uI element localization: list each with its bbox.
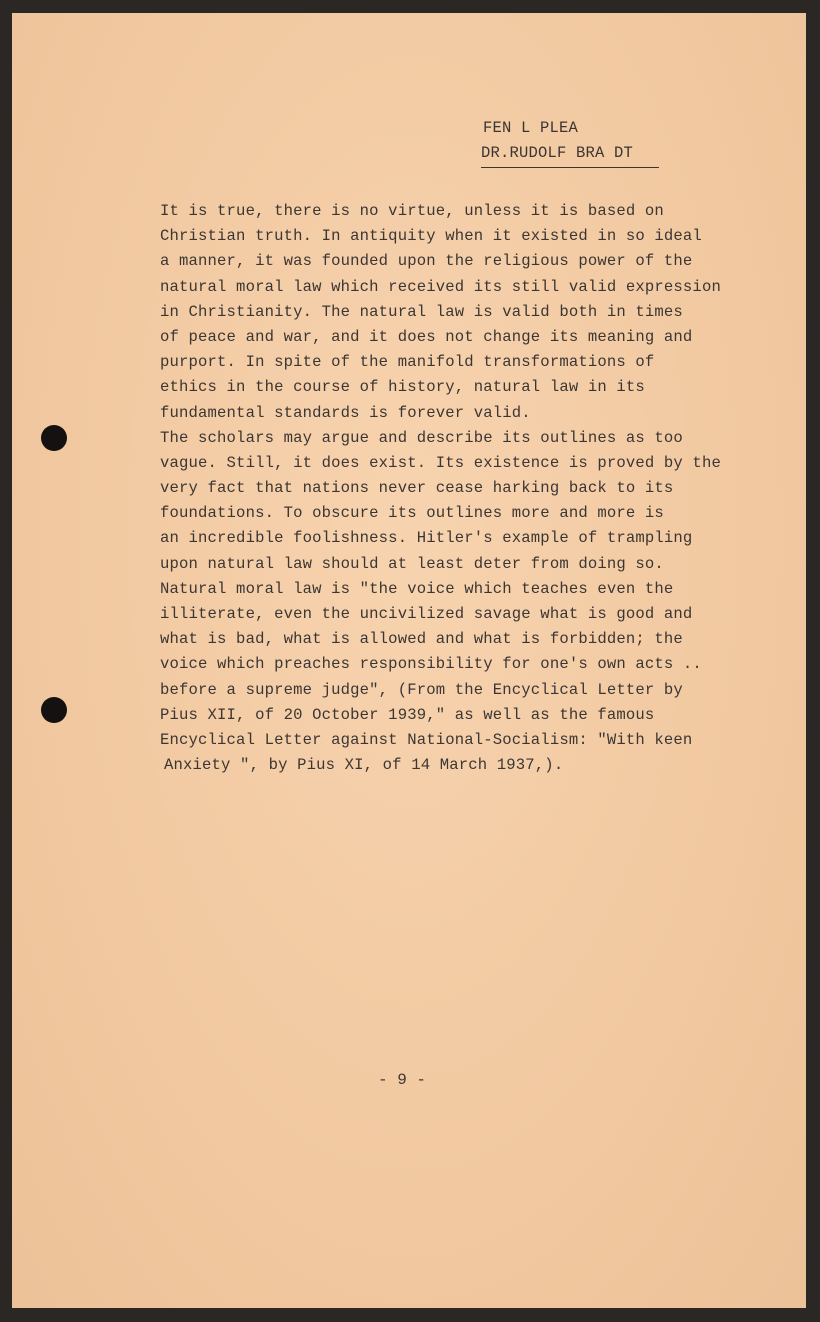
text-line: what is bad, what is allowed and what is forbidden; the bbox=[160, 630, 683, 649]
text-line: Anxiety ", by Pius XI, of 14 March 1937,). bbox=[164, 756, 564, 775]
page-number: - 9 - bbox=[378, 1071, 427, 1089]
text-line: Pius XII, of 20 October 1939," as well as the famous bbox=[160, 705, 655, 724]
text-line: in Christianity. The natural law is valid both in times bbox=[160, 302, 683, 321]
text-line: Christian truth. In antiquity when it existed in so ideal bbox=[160, 227, 702, 246]
text-line: a manner, it was founded upon the religious power of the bbox=[160, 252, 693, 271]
text-line: illiterate, even the uncivilized savage what is good and bbox=[160, 605, 693, 623]
text-line: natural moral law which received its still valid expression bbox=[160, 277, 721, 296]
text-line: foundations. To obscure its outlines more and more is bbox=[160, 504, 664, 523]
text-line: very fact that nations never cease harking back to its bbox=[160, 479, 674, 498]
text-line: purport. In spite of the manifold transformations of bbox=[160, 353, 655, 372]
punch-hole bbox=[41, 425, 67, 451]
punch-hole bbox=[41, 697, 67, 723]
text-line: Encyclical Letter against National-Socialism: "With keen bbox=[160, 730, 693, 749]
text-line: ethics in the course of history, natural law in its bbox=[160, 378, 645, 397]
header-author: DR.RUDOLF BRA DT bbox=[481, 141, 659, 168]
text-line: upon natural law should at least deter from doing so. bbox=[160, 554, 664, 573]
text-line: fundamental standards is forever valid. bbox=[160, 403, 531, 422]
text-line: It is true, there is no virtue, unless it is based on bbox=[160, 202, 664, 220]
text-line: voice which preaches responsibility for one's own acts .. bbox=[160, 655, 702, 674]
text-line: The scholars may argue and describe its outlines as too bbox=[160, 428, 683, 447]
text-line: vague. Still, it does exist. Its existence is proved by the bbox=[160, 453, 721, 472]
text-line: an incredible foolishness. Hitler's example of trampling bbox=[160, 529, 693, 548]
document-body bbox=[160, 199, 760, 778]
text-line: Natural moral law is "the voice which teaches even the bbox=[160, 579, 674, 598]
document-header bbox=[483, 116, 659, 168]
text-line: of peace and war, and it does not change its meaning and bbox=[160, 327, 693, 346]
header-title: FEN L PLEA bbox=[483, 119, 579, 137]
text-line: before a supreme judge", (From the Encyclical Letter by bbox=[160, 680, 683, 699]
